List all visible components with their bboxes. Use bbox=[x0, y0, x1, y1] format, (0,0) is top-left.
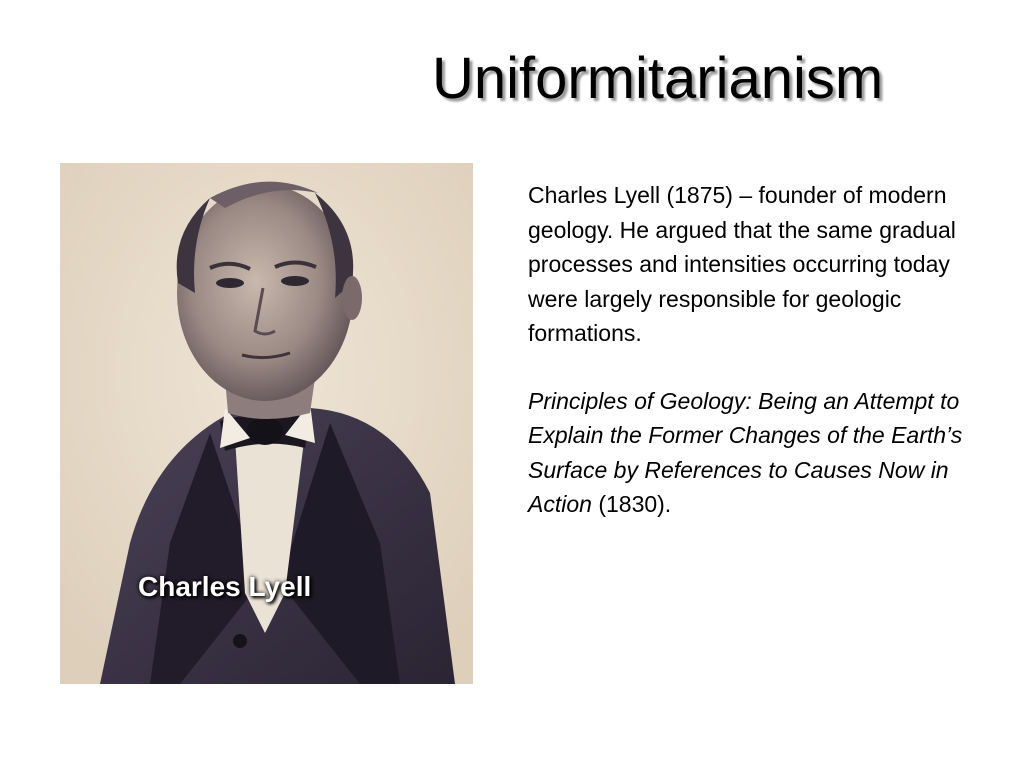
portrait-caption: Charles Lyell bbox=[138, 571, 312, 602]
book-title: Principles of Geology: Being an Attempt to Explain the Former Changes of the Earth’s Surface by References to Causes Now in Action bbox=[528, 387, 963, 517]
slide-title: Uniformitarianism bbox=[432, 46, 884, 111]
portrait-image bbox=[60, 163, 473, 684]
paragraph-lyell-bio: Charles Lyell (1875) – founder of modern geology. He argued that the same gradual processes and intensities occurring today were largely responsible for geologic formations. bbox=[528, 182, 956, 346]
paragraph-principles-of-geology bbox=[528, 384, 998, 522]
publication-year: (1830). bbox=[591, 491, 672, 517]
portrait-illustration bbox=[60, 163, 473, 684]
body-text bbox=[528, 178, 998, 555]
